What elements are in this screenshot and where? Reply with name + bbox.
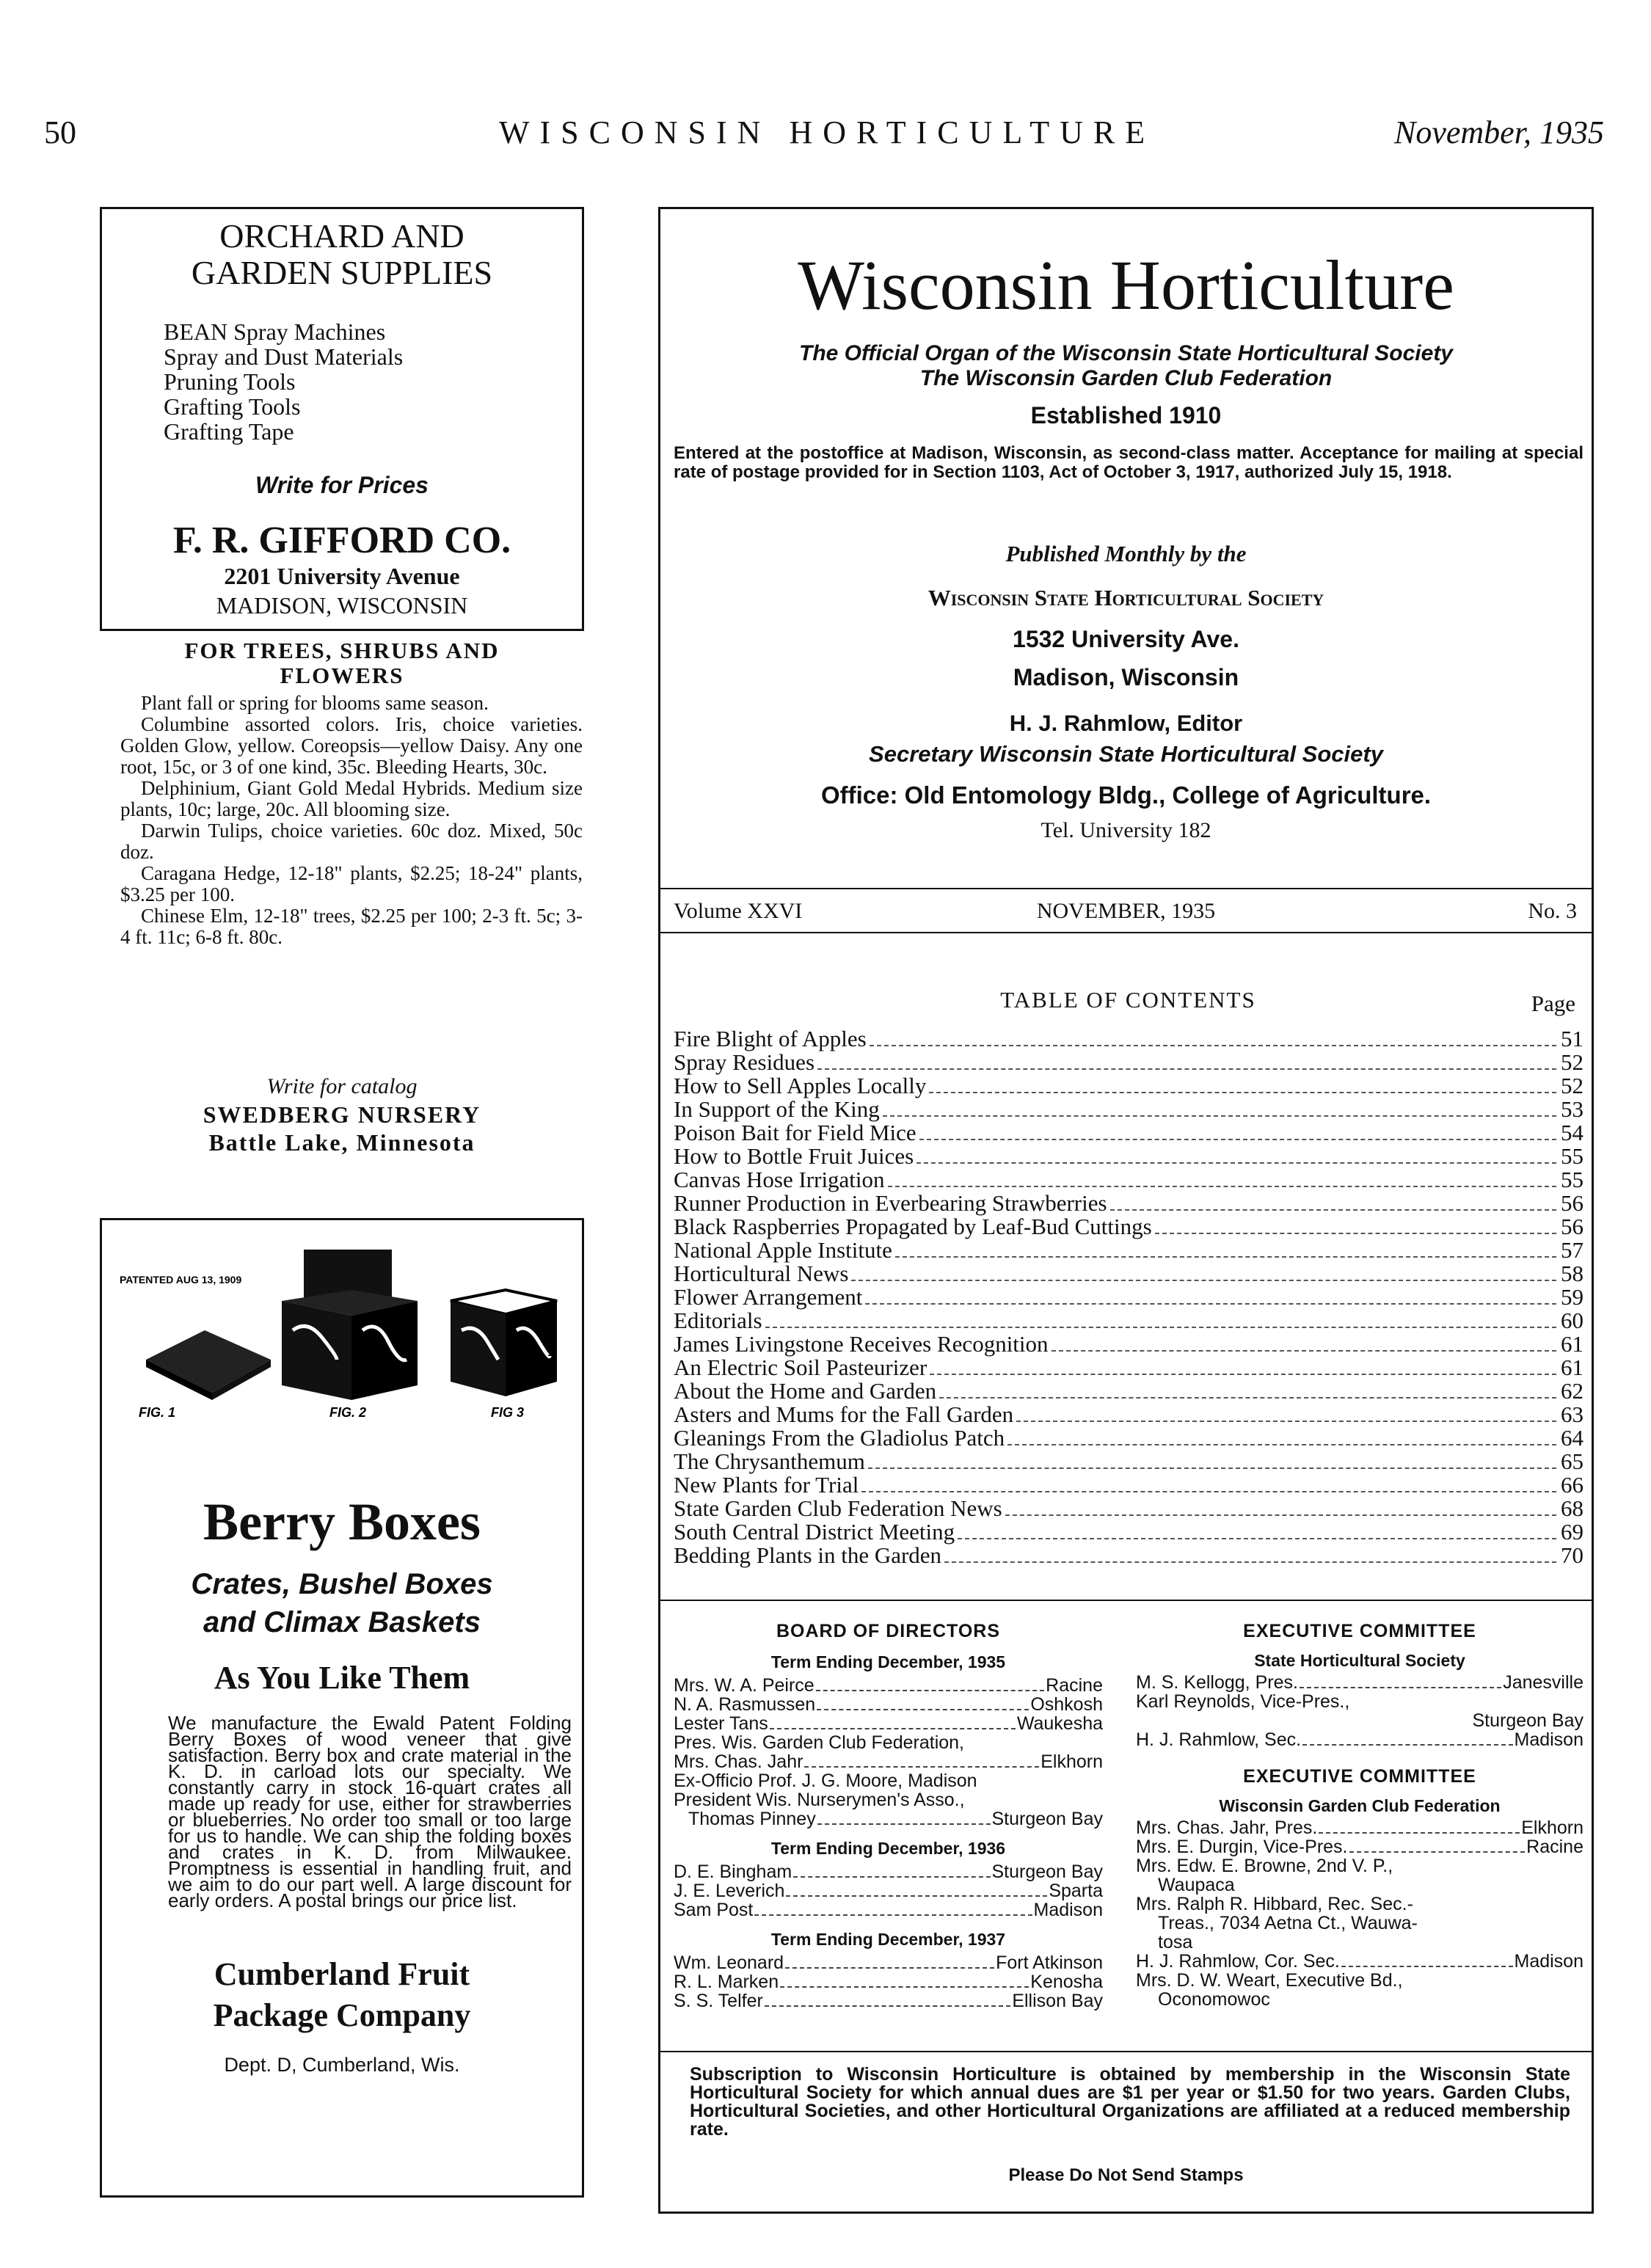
supply-list — [164, 319, 403, 444]
toc-entry-page: 68 — [1561, 1495, 1583, 1521]
toc-entry-title: Flower Arrangement — [674, 1284, 863, 1310]
table-of-contents — [674, 1027, 1583, 1567]
toc-entry-title: Editorials — [674, 1308, 762, 1333]
toc-entry — [674, 1286, 1583, 1309]
term-heading: Term Ending December, 1936 — [770, 1839, 1006, 1858]
toc-entry-title: Bedding Plants in the Garden — [674, 1542, 942, 1568]
fig-1-label: FIG. 1 — [139, 1405, 176, 1418]
member-row — [674, 1714, 1103, 1733]
toc-entry-title: An Electric Soil Pasteurizer — [674, 1354, 927, 1380]
toc-entry-page: 61 — [1561, 1331, 1583, 1357]
street-address: 2201 University Avenue — [224, 563, 460, 589]
toc-leader — [919, 1139, 1556, 1140]
toc-entry — [674, 1450, 1583, 1473]
toc-entry-title: Horticultural News — [674, 1261, 849, 1286]
toc-entry — [674, 1239, 1583, 1262]
subheading-line: Crates, Bushel Boxes — [191, 1568, 493, 1600]
member-city: Kenosha — [1030, 1972, 1103, 1992]
member-role: Pres. Wis. Garden Club Federation, — [674, 1732, 964, 1753]
toc-entry-title: Poison Bait for Field Mice — [674, 1120, 916, 1145]
toc-entry-page: 58 — [1561, 1261, 1583, 1286]
member-city: Racine — [1046, 1675, 1103, 1696]
toc-leader — [930, 1374, 1556, 1375]
toc-entry — [674, 1098, 1583, 1121]
nursery-block — [100, 1101, 584, 1156]
member-city: Fort Atkinson — [996, 1952, 1103, 1973]
toc-leader — [944, 1561, 1556, 1563]
member-name: Mrs. Chas. Jahr, Pres. — [1136, 1817, 1318, 1838]
member-row — [674, 1809, 1103, 1828]
member-address: Treas., 7034 Aetna Ct., Wauwa- — [1158, 1913, 1418, 1933]
toc-entry — [674, 1379, 1583, 1403]
toc-leader — [1005, 1514, 1556, 1516]
toc-leader — [1155, 1233, 1556, 1234]
member-city: Sparta — [1049, 1881, 1103, 1901]
board-of-directors — [674, 1622, 1103, 2010]
toc-leader — [939, 1397, 1556, 1399]
toc-leader — [1110, 1209, 1556, 1211]
member-row — [674, 1862, 1103, 1881]
toc-entry — [674, 1051, 1583, 1074]
paragraph: Delphinium, Giant Gold Medal Hybrids. Medium size plants, 10c; large, 20c. All blooming size. — [120, 777, 583, 820]
member-name: Mrs. Ralph R. Hibbard, Rec. Sec.- — [1136, 1894, 1413, 1914]
toc-entry — [674, 1426, 1583, 1450]
member-name: Mrs. W. A. Peirce — [674, 1675, 814, 1696]
subscription-notice: Subscription to Wisconsin Horticulture is obtained by membership in the Wisconsin State Horticultural Society for which annual dues are $1 per year or $1.50 for two years. Garden Clubs, Horticultural Societies, and other Horticultural Organizations are affiliated at a reduced membership rate. — [690, 2064, 1570, 2140]
city-address: MADISON, WISCONSIN — [216, 592, 468, 619]
toc-entry-page: 55 — [1561, 1143, 1583, 1169]
toc-entry — [674, 1520, 1583, 1544]
fig-3-label: FIG 3 — [491, 1405, 525, 1418]
list-item: Grafting Tools — [164, 393, 301, 420]
member-name: R. L. Marken — [674, 1972, 779, 1992]
volume-number: Volume XXVI — [674, 899, 803, 923]
divider — [660, 888, 1592, 889]
member-name: Sam Post — [674, 1900, 754, 1920]
member-name: H. J. Rahmlow, Sec. — [1136, 1729, 1302, 1750]
publication-title: Wisconsin Horticulture — [798, 246, 1454, 324]
member-name: Mrs. E. Durgin, Vice-Pres. — [1136, 1837, 1348, 1857]
member-row: Ex-Officio Prof. J. G. Moore, Madison — [674, 1771, 977, 1791]
toc-entry-page: 54 — [1561, 1120, 1583, 1145]
toc-entry — [674, 1262, 1583, 1286]
toc-entry — [674, 1145, 1583, 1168]
toc-leader — [851, 1280, 1556, 1281]
toc-leader — [929, 1092, 1556, 1093]
member-city: Oconomowoc — [1158, 1989, 1270, 2010]
member-name: Wm. Leonard — [674, 1952, 784, 1973]
toc-entry-title: Asters and Mums for the Fall Garden — [674, 1401, 1014, 1427]
toc-entry-title: James Livingstone Receives Recognition — [674, 1331, 1049, 1357]
toc-leader — [1016, 1421, 1556, 1422]
member-city: Elkhorn — [1040, 1751, 1103, 1772]
toc-entry-page: 64 — [1561, 1425, 1583, 1451]
toc-entry-page: 52 — [1561, 1073, 1583, 1098]
toc-entry-page: 65 — [1561, 1448, 1583, 1474]
toc-entry-page: 66 — [1561, 1472, 1583, 1498]
ad-heading-line: GARDEN SUPPLIES — [191, 254, 493, 291]
write-prompt: Write for Prices — [255, 472, 429, 498]
committee-heading: EXECUTIVE COMMITTEE — [1243, 1766, 1476, 1787]
toc-entry-title: Canvas Hose Irrigation — [674, 1167, 885, 1192]
member-row — [674, 1972, 1103, 1991]
member-city: Madison — [1514, 1951, 1583, 1972]
telephone: Tel. University 182 — [1040, 818, 1211, 842]
gifford-advertisement — [100, 207, 584, 631]
toc-entry — [674, 1121, 1583, 1145]
editor-block — [660, 708, 1592, 770]
toc-heading: TABLE OF CONTENTS — [1000, 987, 1256, 1013]
toc-entry — [674, 1309, 1583, 1332]
ad-subheading — [102, 1565, 582, 1641]
member-city: Waukesha — [1016, 1713, 1103, 1734]
established-year: Established 1910 — [1030, 402, 1222, 429]
toc-entry — [674, 1497, 1583, 1520]
member-city: Madison — [1033, 1900, 1103, 1920]
company-name-line: Package Company — [213, 1997, 471, 2033]
nursery-location: Battle Lake, Minnesota — [208, 1129, 475, 1156]
list-item: BEAN Spray Machines — [164, 318, 386, 345]
member-name: J. E. Leverich — [674, 1881, 785, 1901]
toc-leader — [958, 1538, 1556, 1539]
folded-box-figure — [146, 1330, 271, 1400]
ad-heading-line: ORCHARD AND — [219, 217, 464, 255]
list-item: Spray and Dust Materials — [164, 343, 404, 370]
ad-heading: Berry Boxes — [203, 1492, 481, 1551]
member-row — [674, 1991, 1103, 2010]
nursery-name: SWEDBERG NURSERY — [203, 1101, 481, 1128]
society-name: Wisconsin State Horticultural Society — [927, 585, 1324, 610]
member-city: Ellison Bay — [1012, 1991, 1103, 2011]
member-city: Sturgeon Bay — [991, 1809, 1103, 1829]
write-prompt: Write for catalog — [266, 1074, 418, 1098]
toc-entry-title: Gleanings From the Gladiolus Patch — [674, 1425, 1005, 1451]
address-line: 1532 University Ave. — [1013, 626, 1239, 652]
term-heading: Term Ending December, 1937 — [770, 1930, 1006, 1949]
member-address: tosa — [1158, 1932, 1193, 1952]
issue-date: November, 1935 — [1394, 114, 1604, 150]
member-row — [674, 1953, 1103, 1972]
member-name: N. A. Rasmussen — [674, 1694, 816, 1715]
toc-entry-page: 61 — [1561, 1354, 1583, 1380]
toc-leader — [1052, 1350, 1556, 1352]
assembled-box-figure — [282, 1250, 418, 1400]
toc-leader — [870, 1045, 1556, 1046]
toc-entry-page: 59 — [1561, 1284, 1583, 1310]
member-row — [674, 1752, 1103, 1771]
subheading-line: and Climax Baskets — [203, 1606, 481, 1638]
member-name: H. J. Rahmlow, Cor. Sec. — [1136, 1951, 1340, 1972]
company-address: Dept. D, Cumberland, Wis. — [224, 2054, 460, 2076]
member-city: Sturgeon Bay — [1472, 1710, 1583, 1731]
organ-line: The Official Organ of the Wisconsin State Horticultural Society — [799, 341, 1453, 365]
toc-entry-title: New Plants for Trial — [674, 1472, 859, 1498]
ad-tagline: As You Like Them — [214, 1660, 470, 1696]
member-row — [674, 1900, 1103, 1919]
member-name: S. S. Telfer — [674, 1991, 763, 2011]
masthead-box — [658, 207, 1594, 2214]
office-location: Office: Old Entomology Bldg., College of Agriculture. — [820, 781, 1432, 809]
toc-entry-title: Black Raspberries Propagated by Leaf-Bud Cuttings — [674, 1214, 1152, 1239]
toc-entry-page: 55 — [1561, 1167, 1583, 1192]
toc-entry-title: State Garden Club Federation News — [674, 1495, 1002, 1521]
toc-entry-page: 63 — [1561, 1401, 1583, 1427]
paragraph: Plant fall or spring for blooms same season. — [141, 692, 489, 714]
company-name: F. R. GIFFORD CO. — [172, 519, 511, 561]
toc-entry — [674, 1192, 1583, 1215]
toc-entry-page: 60 — [1561, 1308, 1583, 1333]
editor-role: Secretary Wisconsin State Horticultural Society — [869, 741, 1383, 767]
member-name: Mrs. D. W. Weart, Executive Bd., — [1136, 1970, 1403, 1991]
toc-entry-title: Fire Blight of Apples — [674, 1026, 867, 1051]
toc-leader — [817, 1068, 1556, 1070]
member-city: Janesville — [1503, 1672, 1583, 1693]
toc-entry-title: How to Bottle Fruit Juices — [674, 1143, 914, 1169]
ad-heading — [102, 218, 582, 291]
toc-leader — [868, 1467, 1556, 1469]
fig-2-label: FIG. 2 — [329, 1405, 367, 1418]
issue-month: NOVEMBER, 1935 — [1036, 899, 1216, 923]
member-row — [674, 1881, 1103, 1900]
published-by: Published Monthly by the — [1005, 541, 1247, 566]
berry-boxes-advertisement — [100, 1218, 584, 2198]
toc-leader — [895, 1256, 1556, 1258]
crate-figure — [451, 1290, 557, 1396]
toc-entry — [674, 1074, 1583, 1098]
paragraph: Columbine assorted colors. Iris, choice varieties. Golden Glow, yellow. Coreopsis—yellow Daisy. Any one root, 15c, or 3 of one kind, 35c. Bleeding Hearts, 30c. — [120, 713, 583, 778]
toc-entry-page: 53 — [1561, 1096, 1583, 1122]
toc-entry-page: 69 — [1561, 1519, 1583, 1545]
member-name: Mrs. Edw. E. Browne, 2nd V. P., — [1136, 1856, 1393, 1876]
toc-entry-page: 52 — [1561, 1049, 1583, 1075]
page-number: 50 — [44, 114, 76, 150]
toc-entry-title: Spray Residues — [674, 1049, 815, 1075]
member-row — [674, 1695, 1103, 1714]
divider — [660, 932, 1592, 933]
official-organ — [660, 341, 1592, 391]
toc-entry-title: National Apple Institute — [674, 1237, 892, 1263]
toc-entry-title: The Chrysanthemum — [674, 1448, 865, 1474]
toc-entry — [674, 1473, 1583, 1497]
society-heading: State Horticultural Society — [1254, 1651, 1465, 1670]
member-name: Lester Tans — [674, 1713, 768, 1734]
toc-entry-title: Runner Production in Everbearing Strawberries — [674, 1190, 1107, 1216]
editor-name: H. J. Rahmlow, Editor — [1009, 710, 1243, 736]
member-name: Thomas Pinney — [688, 1809, 816, 1829]
member-city: Elkhorn — [1521, 1817, 1583, 1838]
toc-entry-page: 56 — [1561, 1214, 1583, 1239]
toc-entry — [674, 1403, 1583, 1426]
executive-committees — [1136, 1622, 1583, 2009]
society-heading: Wisconsin Garden Club Federation — [1219, 1796, 1501, 1815]
ad-body — [120, 693, 583, 948]
member-row — [1136, 1837, 1583, 1856]
toc-entry-title: South Central District Meeting — [674, 1519, 955, 1545]
divider — [660, 2051, 1592, 2052]
member-row — [1136, 1730, 1583, 1749]
toc-entry-title: In Support of the King — [674, 1096, 880, 1122]
patent-label: PATENTED AUG 13, 1909 — [120, 1274, 242, 1286]
toc-entry — [674, 1356, 1583, 1379]
toc-entry — [674, 1027, 1583, 1051]
toc-entry — [674, 1215, 1583, 1239]
stamps-notice: Please Do Not Send Stamps — [1008, 2165, 1244, 2185]
member-row — [1136, 1952, 1583, 1971]
member-city: Racine — [1526, 1837, 1583, 1857]
toc-leader — [765, 1327, 1556, 1328]
ad-heading-line: FOR TREES, SHRUBS AND — [184, 638, 500, 663]
member-name: Karl Reynolds, Vice-Pres., — [1136, 1691, 1350, 1712]
board-heading: BOARD OF DIRECTORS — [776, 1621, 1001, 1641]
toc-leader — [916, 1162, 1556, 1164]
toc-entry — [674, 1332, 1583, 1356]
paragraph: Caragana Hedge, 12-18" plants, $2.25; 18-24" plants, $3.25 per 100. — [120, 862, 583, 905]
member-name: M. S. Kellogg, Pres. — [1136, 1672, 1298, 1693]
ad-heading-line: FLOWERS — [280, 663, 404, 688]
toc-entry — [674, 1544, 1583, 1567]
member-city: Oshkosh — [1030, 1694, 1103, 1715]
organ-line: The Wisconsin Garden Club Federation — [919, 366, 1333, 390]
member-row — [1136, 1673, 1583, 1692]
toc-entry-page: 51 — [1561, 1026, 1583, 1051]
member-name: D. E. Bingham — [674, 1862, 792, 1882]
toc-page-heading: Page — [1531, 991, 1575, 1016]
society-address — [660, 620, 1592, 696]
term-heading: Term Ending December, 1935 — [770, 1652, 1006, 1671]
member-role: President Wis. Nurserymen's Asso., — [674, 1790, 965, 1810]
paragraph: Chinese Elm, 12-18" trees, $2.25 per 100; 2-3 ft. 5c; 3-4 ft. 11c; 6-8 ft. 80c. — [120, 905, 583, 948]
toc-entry-page: 70 — [1561, 1542, 1583, 1568]
member-row — [674, 1676, 1103, 1695]
member-city: Waupaca — [1158, 1875, 1235, 1895]
berry-box-illustration — [117, 1250, 564, 1418]
ad-heading — [100, 638, 584, 688]
divider — [660, 1600, 1592, 1601]
issue-number: No. 3 — [1528, 899, 1577, 923]
toc-leader — [1007, 1444, 1556, 1445]
company-name — [102, 1954, 582, 2036]
paragraph: Darwin Tulips, choice varieties. 60c doz. Mixed, 50c doz. — [120, 820, 583, 863]
running-title: WISCONSIN HORTICULTURE — [499, 114, 1156, 150]
member-row — [1136, 1818, 1583, 1837]
ad-body: We manufacture the Ewald Patent Folding Berry Boxes of wood veneer that give satisfaction. Berry box and crate material in the K. D. in carload lots our specialty. We constantly carry in stock 16-quart crates all made up ready for use, either for strawberries or blueberries. No order too small or too large for us to handle. We can ship the folding boxes and crates in K. D. from Milwaukee. Promptness is essential in handling fruit, and we aim to do our part well. A large discount for early orders. A postal brings our price list. — [168, 1712, 572, 1911]
toc-leader — [888, 1186, 1556, 1187]
toc-entry-page: 56 — [1561, 1190, 1583, 1216]
toc-entry-title: How to Sell Apples Locally — [674, 1073, 927, 1098]
list-item: Grafting Tape — [164, 418, 294, 445]
company-name-line: Cumberland Fruit — [214, 1956, 470, 1992]
member-name: Mrs. Chas. Jahr — [674, 1751, 803, 1772]
member-city: Sturgeon Bay — [991, 1862, 1103, 1882]
committee-heading: EXECUTIVE COMMITTEE — [1243, 1621, 1476, 1641]
toc-leader — [861, 1491, 1556, 1492]
toc-entry-page: 62 — [1561, 1378, 1583, 1404]
toc-entry-title: About the Home and Garden — [674, 1378, 937, 1404]
toc-entry — [674, 1168, 1583, 1192]
toc-leader — [865, 1303, 1556, 1305]
postal-notice: Entered at the postoffice at Madison, Wisconsin, as second-class matter. Acceptance for mailing at special rate of postage provided for in Section 1103, Act of October 3, 1917, authorized July 15, 1918. — [674, 443, 1583, 482]
member-city: Madison — [1514, 1729, 1583, 1750]
toc-entry-page: 57 — [1561, 1237, 1583, 1263]
address-line: Madison, Wisconsin — [1013, 664, 1239, 690]
company-address — [102, 561, 582, 620]
toc-leader — [883, 1115, 1556, 1117]
list-item: Pruning Tools — [164, 368, 296, 395]
